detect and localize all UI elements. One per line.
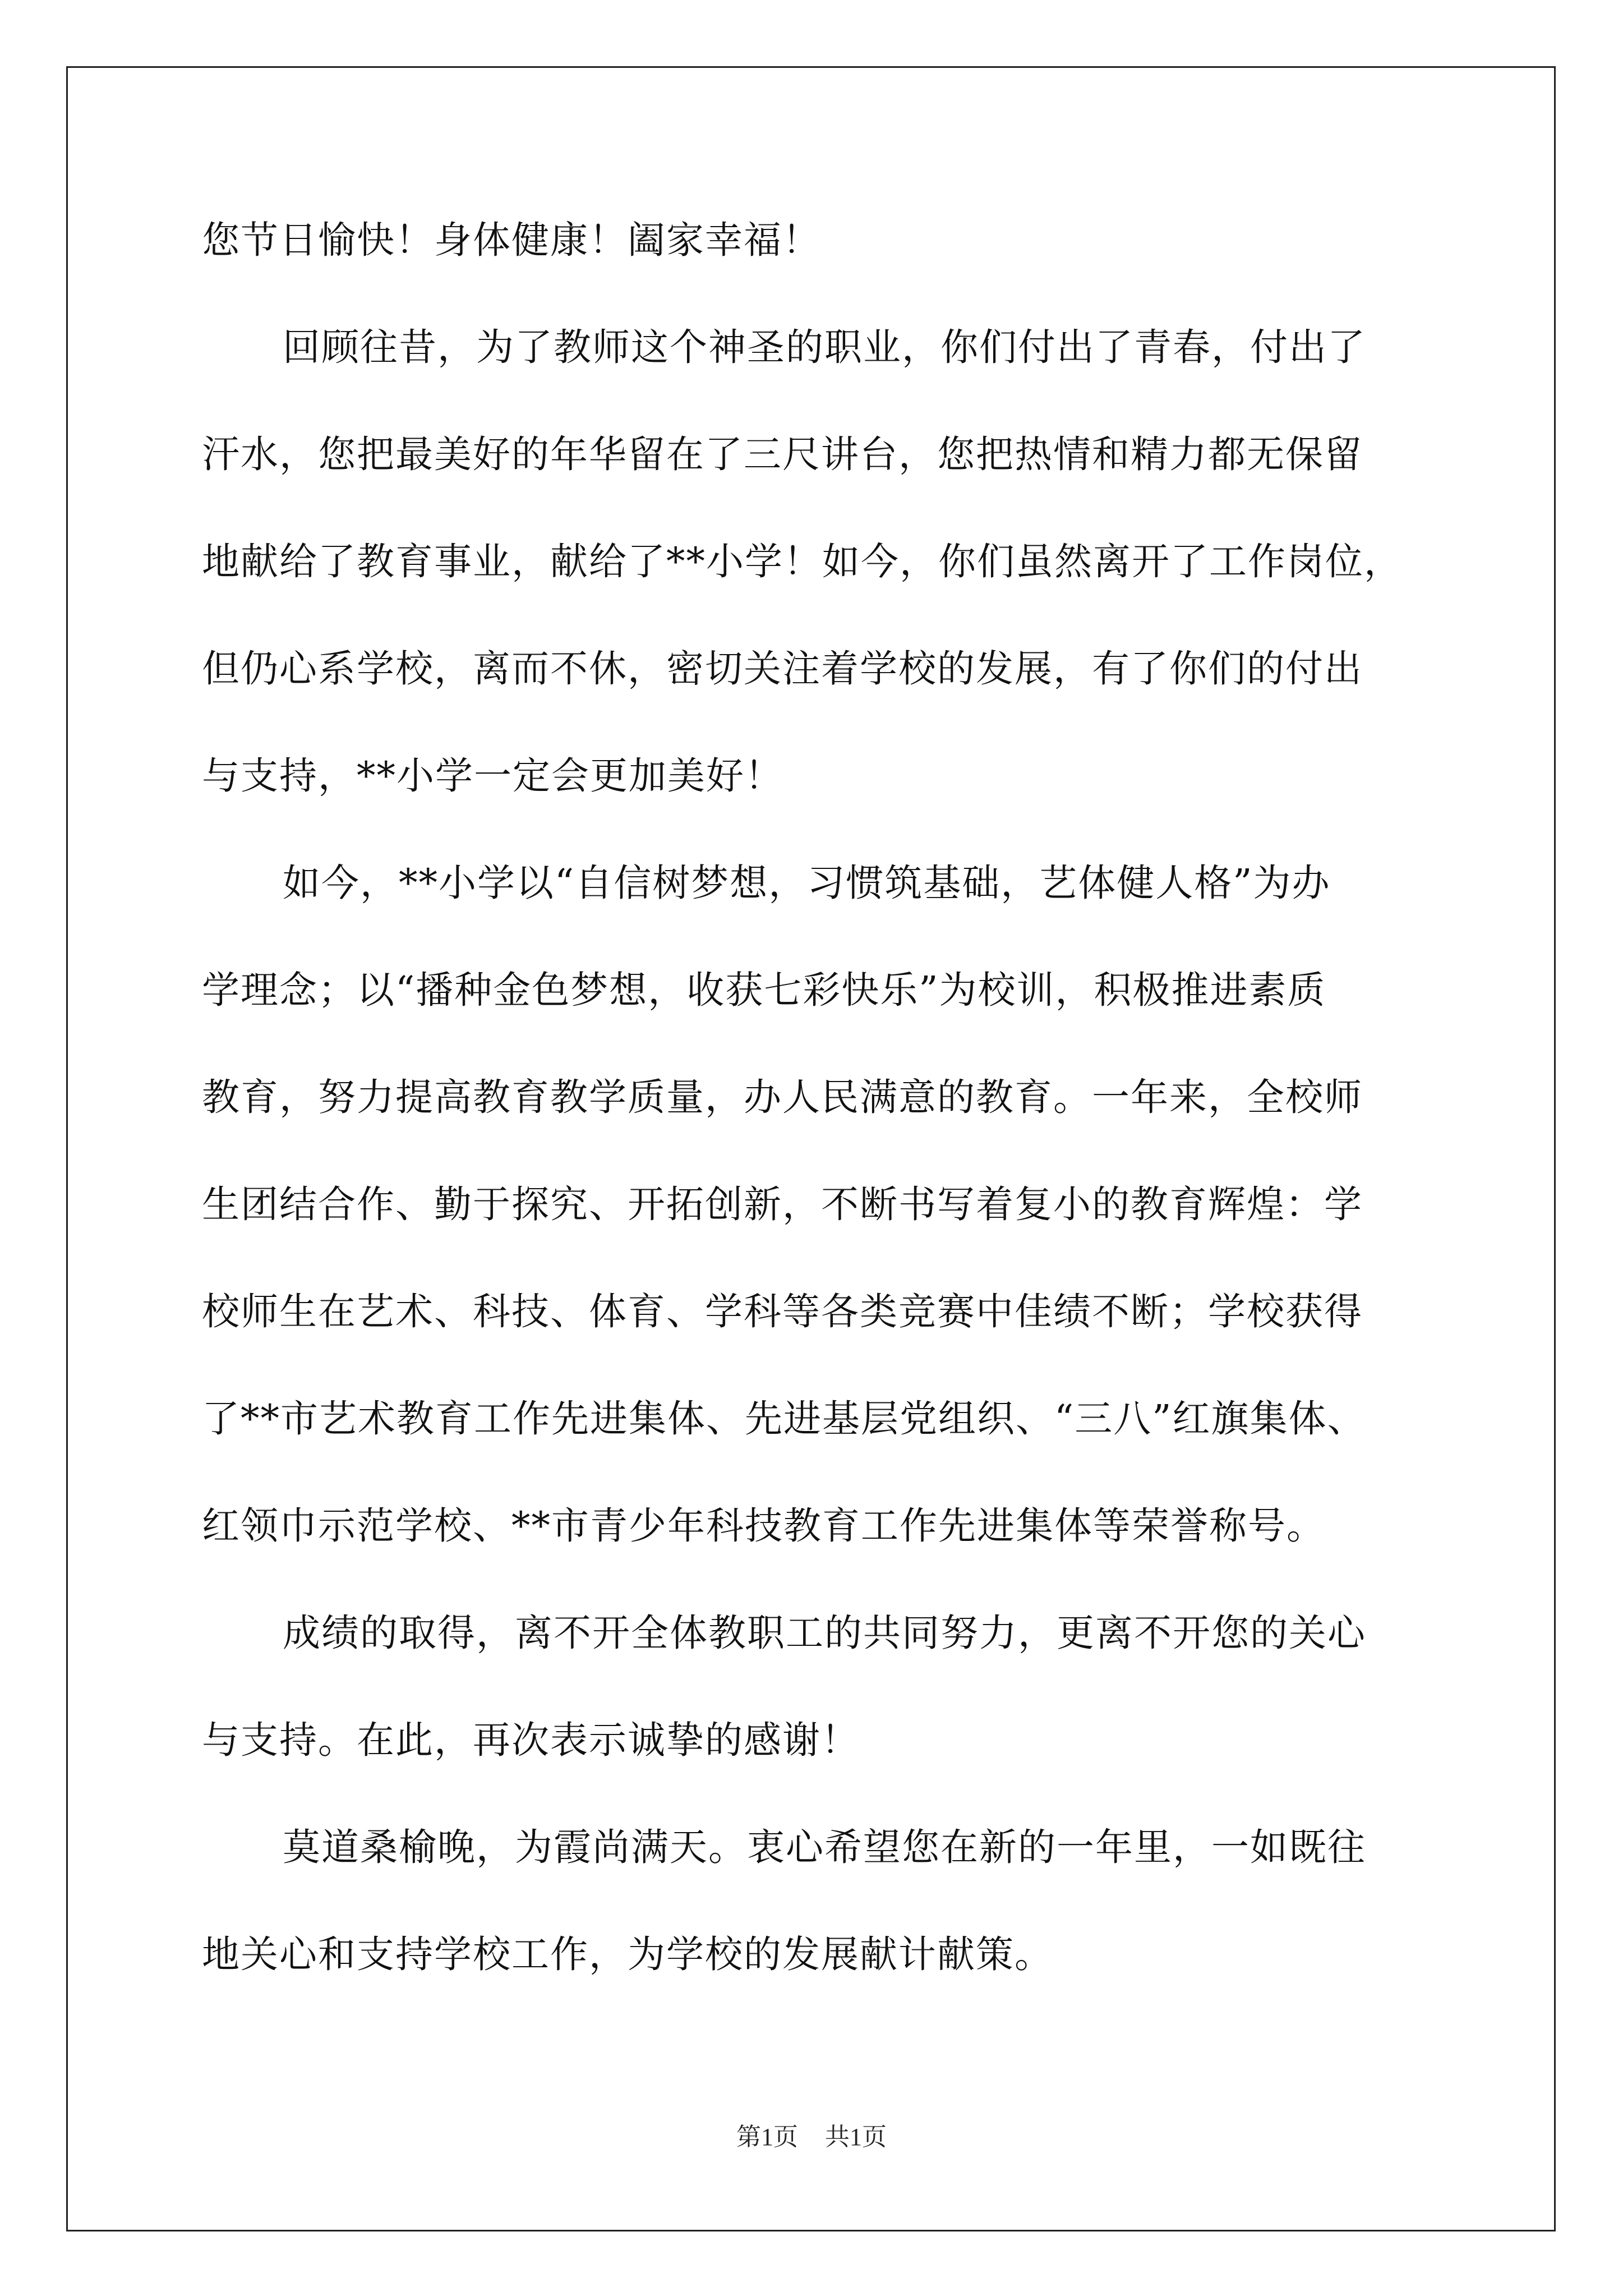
text-line-13: 红领巾示范学校、**市青少年科技教育工作先进集体等荣誉称号。	[202, 1504, 1325, 1548]
document-body	[202, 213, 1458, 2035]
text-line-15: 与支持。在此，再次表示诚挚的感谢！	[202, 1718, 860, 1762]
text-line-9: 教育，努力提高教育教学质量，办人民满意的教育。一年来，全校师	[202, 1075, 1363, 1119]
text-line-6: 与支持，**小学一定会更加美好！	[202, 754, 783, 798]
text-line-8: 学理念；以“播种金色梦想，收获七彩快乐”为校训，积极推进素质	[202, 968, 1326, 1012]
text-line-14: 成绩的取得，离不开全体教职工的共同努力，更离不开您的关心	[283, 1611, 1366, 1655]
text-line-3: 汗水，您把最美好的年华留在了三尺讲台，您把热情和精力都无保留	[202, 432, 1363, 476]
text-line-16: 莫道桑榆晚，为霞尚满天。衷心希望您在新的一年里，一如既往	[283, 1825, 1366, 1869]
page-number-total: 共1页	[825, 2123, 887, 2151]
text-line-12: 了**市艺术教育工作先进集体、先进基层党组织、“三八”红旗集体、	[202, 1397, 1366, 1441]
text-line-10: 生团结合作、勤于探究、开拓创新，不断书写着复小的教育辉煌：学	[202, 1182, 1363, 1226]
text-line-5: 但仍心系学校，离而不休，密切关注着学校的发展，有了你们的付出	[202, 647, 1363, 691]
page-footer	[0, 2120, 1623, 2154]
text-line-11: 校师生在艺术、科技、体育、学科等各类竞赛中佳绩不断；学校获得	[202, 1290, 1363, 1333]
page-number-current: 第1页	[736, 2123, 798, 2151]
text-line-2: 回顾往昔，为了教师这个神圣的职业，你们付出了青春，付出了	[283, 325, 1366, 369]
text-line-17: 地关心和支持学校工作，为学校的发展献计献策。	[202, 1932, 1053, 1976]
text-line-1: 您节日愉快！身体健康！阖家幸福！	[202, 218, 821, 262]
text-line-4: 地献给了教育事业，献给了**小学！如今，你们虽然离开了工作岗位，	[202, 540, 1403, 583]
text-line-7: 如今，**小学以“自信树梦想，习惯筑基础，艺体健人格”为办	[283, 861, 1331, 905]
